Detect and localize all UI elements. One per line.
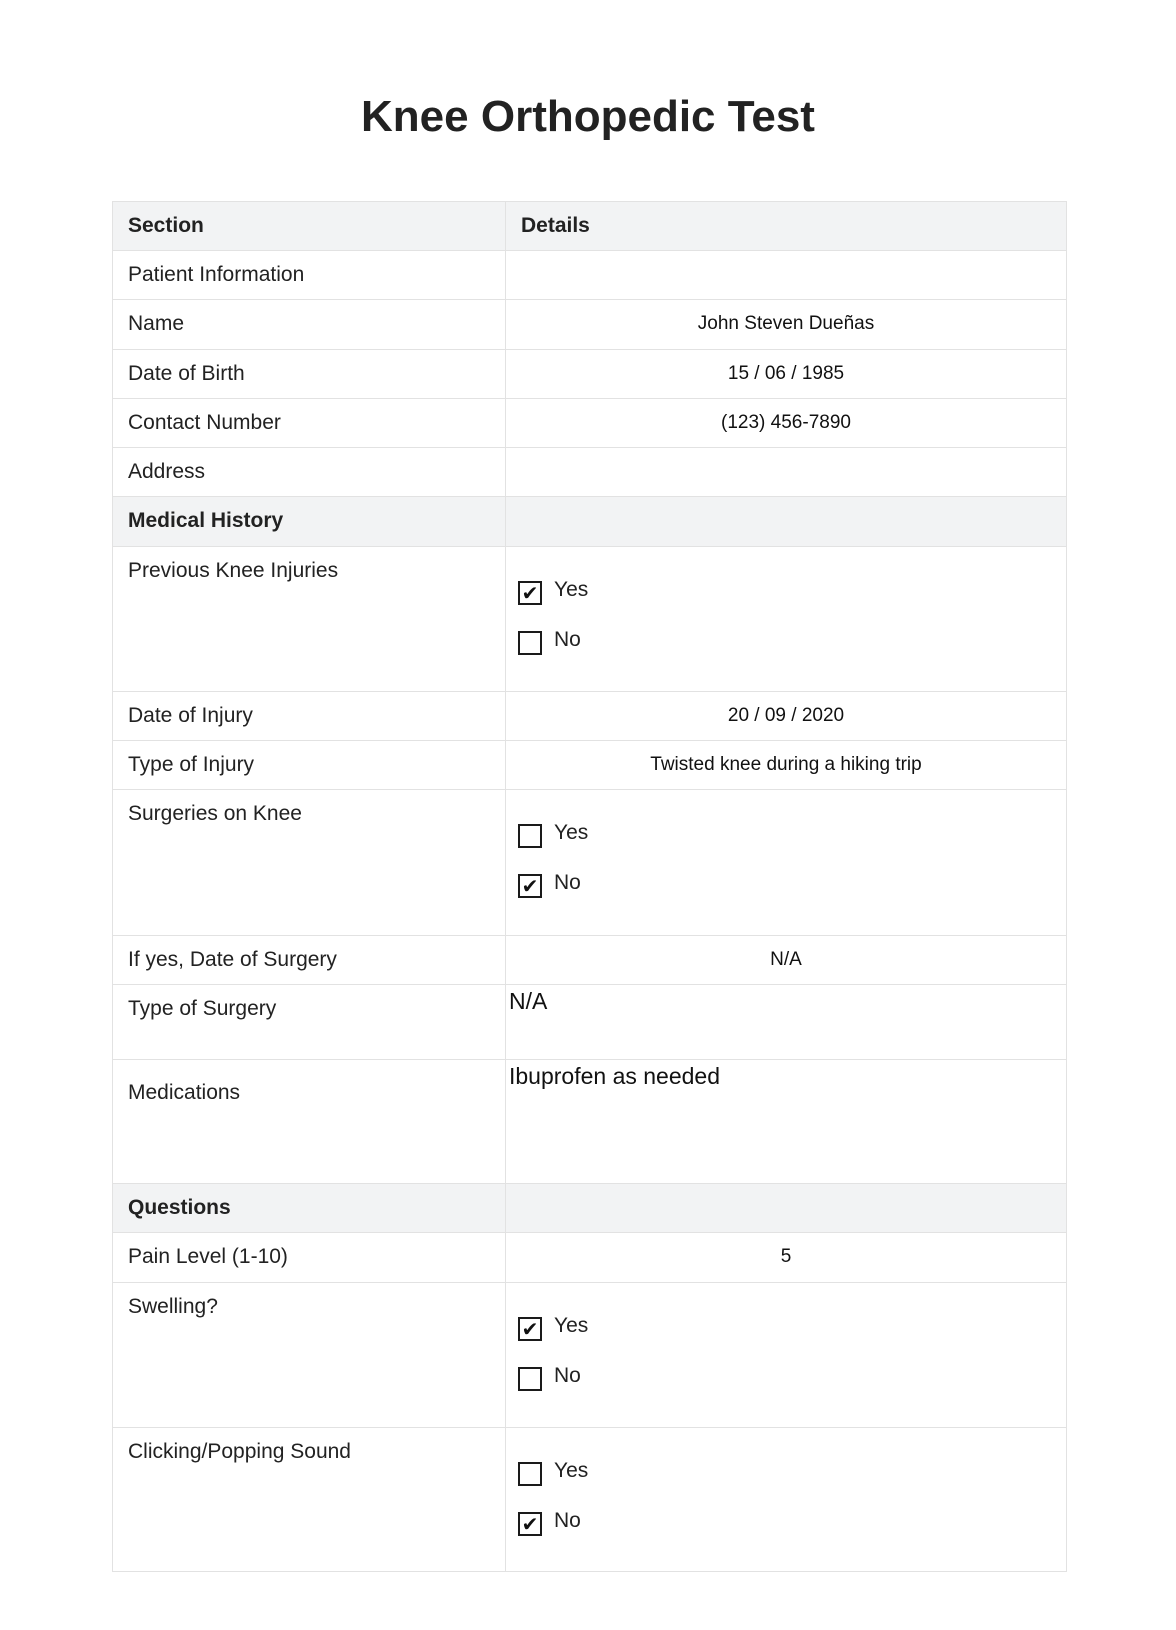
previous-injuries-yes-option[interactable] [518, 578, 1066, 628]
patient-information-row [113, 251, 1067, 300]
surgeries-no-checkbox[interactable]: ✔ [518, 874, 542, 898]
address-label: Address [128, 460, 206, 483]
date-of-injury-label: Date of Injury [128, 704, 253, 727]
surgeries-yes-checkbox[interactable] [518, 824, 542, 848]
medical-history-heading: Medical History [128, 509, 284, 532]
previous-knee-injuries-label: Previous Knee Injuries [128, 559, 339, 582]
clicking-no-option[interactable] [518, 1509, 1066, 1559]
name-value[interactable]: John Steven Dueñas [697, 313, 875, 334]
medications-value[interactable]: Ibuprofen as needed [509, 1063, 721, 1089]
swelling-label: Swelling? [128, 1295, 218, 1318]
type-of-injury-row [113, 741, 1067, 790]
date-of-birth-label: Date of Birth [128, 362, 245, 385]
header-details-label: Details [521, 214, 590, 237]
clicking-no-label: No [554, 1509, 581, 1532]
medications-row [113, 1060, 1067, 1184]
previous-injuries-yes-label: Yes [554, 578, 589, 601]
type-of-surgery-row [113, 985, 1067, 1060]
medications-label: Medications [128, 1081, 241, 1104]
header-section-label: Section [128, 214, 204, 237]
type-of-surgery-label: Type of Surgery [128, 997, 277, 1020]
clicking-yes-checkbox[interactable] [518, 1462, 542, 1486]
clicking-yes-label: Yes [554, 1459, 589, 1482]
swelling-row [113, 1283, 1067, 1428]
previous-injuries-no-option[interactable] [518, 628, 1066, 678]
previous-injuries-yes-checkbox[interactable]: ✔ [518, 581, 542, 605]
previous-injuries-no-checkbox[interactable] [518, 631, 542, 655]
previous-knee-injuries-row [113, 547, 1067, 692]
surgeries-yes-option[interactable] [518, 821, 1066, 871]
date-of-surgery-row [113, 936, 1067, 985]
patient-information-details [506, 251, 1067, 300]
date-of-birth-value[interactable]: 15 / 06 / 1985 [727, 363, 845, 384]
swelling-no-option[interactable] [518, 1364, 1066, 1414]
address-row [113, 448, 1067, 497]
questions-heading: Questions [128, 1196, 231, 1219]
type-of-surgery-value[interactable]: N/A [509, 988, 548, 1014]
pain-level-label: Pain Level (1-10) [128, 1245, 288, 1268]
type-of-injury-label: Type of Injury [128, 753, 255, 776]
header-details-cell [506, 202, 1067, 251]
swelling-yes-label: Yes [554, 1314, 589, 1337]
swelling-no-label: No [554, 1364, 581, 1387]
patient-information-heading: Patient Information [128, 263, 305, 286]
questions-row [113, 1184, 1067, 1233]
swelling-yes-checkbox[interactable]: ✔ [518, 1317, 542, 1341]
surgeries-on-knee-options [506, 790, 1066, 921]
swelling-options [506, 1283, 1066, 1414]
surgeries-no-option[interactable] [518, 871, 1066, 921]
clicking-popping-options [506, 1428, 1066, 1559]
contact-number-label: Contact Number [128, 411, 281, 434]
swelling-no-checkbox[interactable] [518, 1367, 542, 1391]
pain-level-row [113, 1233, 1067, 1283]
header-section-cell [113, 202, 506, 251]
surgeries-on-knee-label: Surgeries on Knee [128, 802, 302, 825]
clicking-popping-row [113, 1428, 1067, 1572]
surgeries-yes-label: Yes [554, 821, 589, 844]
pain-level-value[interactable]: 5 [780, 1246, 792, 1267]
date-of-injury-value[interactable]: 20 / 09 / 2020 [727, 705, 845, 726]
date-of-surgery-value[interactable]: N/A [770, 949, 802, 970]
medical-history-details [506, 497, 1067, 547]
surgeries-no-label: No [554, 871, 581, 894]
date-of-surgery-label: If yes, Date of Surgery [128, 948, 337, 971]
previous-knee-injuries-options [506, 547, 1066, 678]
previous-injuries-no-label: No [554, 628, 581, 651]
surgeries-on-knee-row [113, 790, 1067, 936]
contact-number-row [113, 399, 1067, 448]
name-row [113, 300, 1067, 350]
date-of-birth-row [113, 350, 1067, 399]
clicking-no-checkbox[interactable]: ✔ [518, 1512, 542, 1536]
swelling-yes-option[interactable] [518, 1314, 1066, 1364]
name-label: Name [128, 312, 185, 335]
clicking-popping-label: Clicking/Popping Sound [128, 1440, 351, 1463]
questions-details [506, 1184, 1067, 1233]
table-header-row [113, 202, 1067, 251]
type-of-injury-value[interactable]: Twisted knee during a hiking trip [650, 754, 922, 775]
clicking-yes-option[interactable] [518, 1459, 1066, 1509]
date-of-injury-row [113, 692, 1067, 741]
page-title: Knee Orthopedic Test [361, 92, 815, 141]
medical-history-row [113, 497, 1067, 547]
knee-test-form-table [112, 201, 1067, 1572]
address-value[interactable] [506, 448, 1066, 461]
contact-number-value[interactable]: (123) 456-7890 [721, 412, 851, 433]
